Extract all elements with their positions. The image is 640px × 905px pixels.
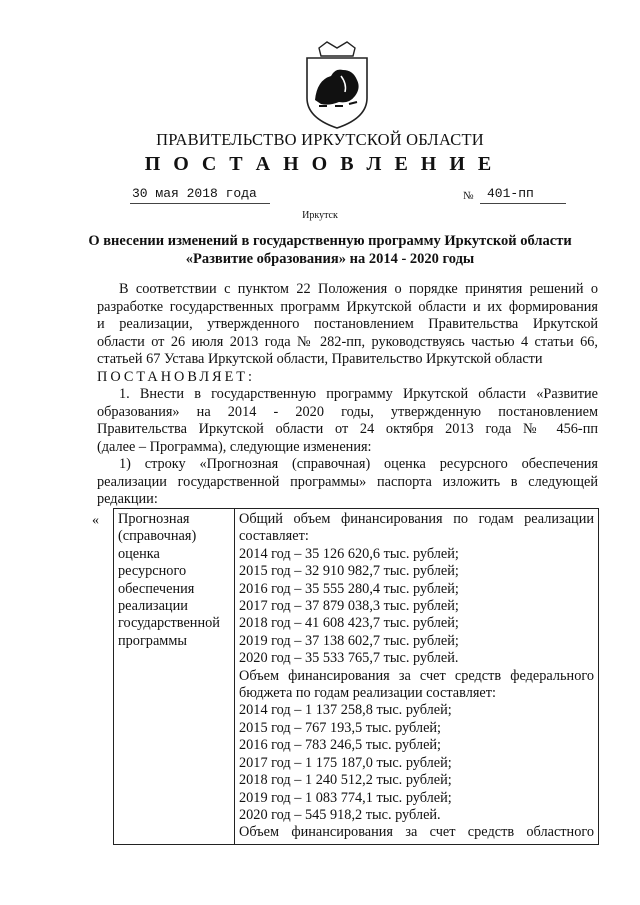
city-name: Иркутск [302, 210, 338, 221]
total-year-row: 2016 год – 35 555 280,4 тыс. рублей; [239, 580, 459, 597]
label-line: государственной [118, 615, 220, 632]
federal-year-row: 2016 год – 783 246,5 тыс. рублей; [239, 737, 442, 754]
label-line: ресурсного [118, 563, 187, 580]
federal-year-row: 2015 год – 767 193,5 тыс. рублей; [239, 719, 442, 736]
total-year-row: 2019 год – 37 138 602,7 тыс. рублей; [239, 632, 459, 649]
document-title [70, 232, 590, 268]
federal-heading-line: Объем финансирования за счет средств федерального [239, 667, 594, 684]
financing-cell [235, 509, 599, 845]
date-underline [130, 203, 270, 204]
text-line: (далее – Программа), следующие изменения: [97, 438, 372, 455]
federal-year-row: 2014 год – 1 137 258,8 тыс. рублей; [239, 702, 452, 719]
text-line: и реализации, утвержденного постановлением Правительства Иркутской [97, 316, 598, 332]
number-sign: № [463, 190, 474, 202]
text-line: разработке государственных программ Иркутской области и их формирования [97, 298, 598, 315]
federal-year-row: 2017 год – 1 175 187,0 тыс. рублей; [239, 754, 452, 771]
total-year-row: 2017 год – 37 879 038,3 тыс. рублей; [239, 598, 459, 615]
government-name: ПРАВИТЕЛЬСТВО ИРКУТСКОЙ ОБЛАСТИ [156, 130, 484, 149]
number-underline [480, 203, 566, 204]
text-line: образования» на 2014 - 2020 годы, утвержденную постановлением [97, 403, 598, 420]
label-line: реализации [118, 598, 188, 615]
resolves-word: ПОСТАНОВЛЯЕТ: [97, 368, 256, 385]
total-heading-line: Общий объем финансирования по годам реализации [239, 511, 594, 527]
text-line: реализации государственной программы» паспорта изложить в следующей [97, 473, 598, 490]
document-type-heading: П О С Т А Н О В Л Е Н И Е [144, 153, 496, 175]
federal-year-row: 2019 год – 1 083 774,1 тыс. рублей; [239, 789, 452, 806]
document-number: 401-пп [487, 186, 534, 201]
total-year-row: 2015 год – 32 910 982,7 тыс. рублей; [239, 563, 459, 580]
total-heading-line: составляет: [239, 528, 309, 545]
coat-of-arms-emblem [301, 40, 373, 130]
total-year-row: 2018 год – 41 608 423,7 тыс. рублей; [239, 615, 459, 632]
text-line: области от 26 июля 2013 года № 282-пп, руководствуясь частью 4 статьи 66, [97, 333, 598, 350]
text-line: редакции: [97, 491, 158, 507]
federal-year-row: 2018 год – 1 240 512,2 тыс. рублей; [239, 772, 452, 789]
text-line: В соответствии с пунктом 22 Положения о порядке принятия решений о [119, 281, 598, 297]
title-line: О внесении изменений в государственную программу Иркутской области [88, 233, 572, 249]
regional-heading-line: Объем финансирования за счет средств областного [239, 824, 594, 841]
federal-year-row: 2020 год – 545 918,2 тыс. рублей. [239, 806, 441, 823]
text-line: 1. Внести в государственную программу Иркутской области «Развитие [119, 386, 598, 402]
document-date: 30 мая 2018 года [132, 186, 257, 201]
preamble-paragraph [97, 281, 598, 509]
label-line: (справочная) [118, 528, 197, 545]
label-line: программы [118, 632, 188, 649]
total-year-row: 2020 год – 35 533 765,7 тыс. рублей. [239, 650, 459, 667]
total-year-row: 2014 год – 35 126 620,6 тыс. рублей; [239, 545, 459, 562]
federal-heading-line: бюджета по годам реализации составляет: [239, 685, 496, 702]
label-line: Прогнозная [118, 511, 190, 527]
passport-table [113, 508, 599, 845]
text-line: Правительства Иркутской области от 24 октября 2013 года № 456-пп [97, 421, 598, 437]
text-line: статьей 67 Устава Иркутской области, Правительство Иркутской области [97, 351, 543, 367]
opening-quote: « [92, 513, 99, 528]
label-line: оценка [118, 545, 160, 562]
label-line: обеспечения [118, 580, 195, 597]
table-row [114, 509, 599, 845]
label-cell [114, 509, 235, 845]
title-line: «Развитие образования» на 2014 - 2020 годы [185, 251, 475, 267]
text-line: 1) строку «Прогнозная (справочная) оценка ресурсного обеспечения [119, 456, 598, 472]
